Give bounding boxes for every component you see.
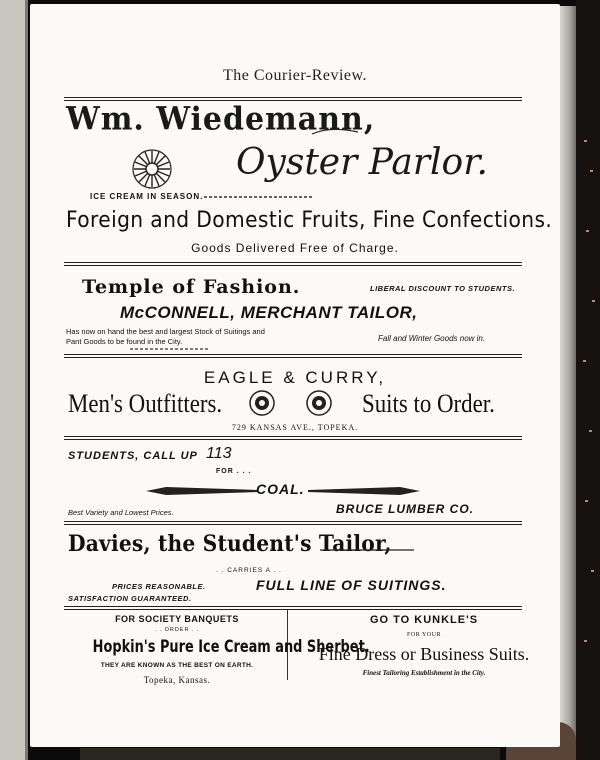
kunkle-heading: GO TO KUNKLE'S: [369, 614, 479, 626]
rosette-icon: [130, 147, 174, 191]
fruits-headline: Foreign and Domestic Fruits, Fine Confections.: [66, 208, 553, 233]
fine-dress-headline: Fine Dress or Business Suits.: [318, 644, 530, 664]
section-rule: [64, 354, 522, 355]
society-banquets-text: FOR SOCIETY BANQUETS: [115, 614, 239, 624]
flourish-icon: [310, 122, 360, 142]
section-rule: [64, 606, 522, 607]
rosette-icon: [248, 389, 276, 417]
oyster-parlor-heading: Oyster Parlor.: [236, 142, 488, 183]
facing-page-shadow: [25, 0, 28, 760]
flourish-icon: [320, 547, 416, 553]
for-text: FOR . . .: [216, 468, 252, 475]
hopkin-headline: Hopkin's Pure Ice Cream and Sherbet.: [92, 637, 370, 657]
phone-number: 113: [206, 445, 232, 462]
running-head: The Courier-Review.: [222, 67, 368, 84]
tapered-rule: [146, 487, 258, 495]
section-rule: [64, 436, 522, 437]
finest-tailoring-note: Finest Tailoring Establishment in the City.: [362, 669, 486, 677]
full-line-headline: FULL LINE OF SUITINGS.: [256, 577, 447, 593]
carries-text: . . CARRIES A . .: [216, 567, 282, 574]
season-note: Fall and Winter Goods now in.: [378, 334, 486, 343]
temple-of-fashion-title: Temple of Fashion.: [82, 276, 301, 298]
ice-cream-note: ICE CREAM IN SEASON.: [90, 192, 204, 201]
hopkin-location: Topeka, Kansas.: [143, 675, 211, 685]
eagle-curry-name: EAGLE & CURRY,: [203, 368, 387, 387]
davies-name: Davies, the Student's Tailor,: [68, 531, 392, 557]
order-text: . . ORDER . .: [154, 627, 200, 633]
page-stack-edge: [560, 6, 576, 748]
delivery-note: Goods Delivered Free of Charge.: [191, 241, 399, 255]
known-best-text: THEY ARE KNOWN AS THE BEST ON EARTH.: [100, 662, 254, 669]
eagle-curry-address: 729 KANSAS AVE., TOPEKA.: [231, 423, 359, 432]
outfitters-text: Men's Outfitters.: [68, 389, 223, 418]
book-binding: [576, 0, 600, 760]
students-call-text: STUDENTS, CALL UP: [68, 450, 198, 462]
suits-to-order-text: Suits to Order.: [362, 389, 495, 418]
top-rule: [64, 97, 522, 98]
section-rule: [64, 521, 522, 522]
stock-description: Has now on hand the best and largest Stock of Suitings and Pant Goods to be found in the City.: [66, 327, 265, 346]
bruce-lumber-name: BRUCE LUMBER CO.: [336, 502, 474, 516]
for-your-text: FOR YOUR: [407, 632, 441, 638]
prices-note: PRICES REASONABLE.: [112, 582, 206, 591]
magazine-page: [30, 4, 560, 747]
rosette-icon: [305, 389, 333, 417]
tapered-rule: [308, 487, 420, 495]
dotted-leader: [204, 193, 314, 201]
facing-page-edge: [0, 0, 28, 760]
section-rule: [64, 262, 522, 263]
wiedemann-name: Wm. Wiedemann,: [66, 101, 376, 138]
variety-note: Best Variety and Lowest Prices.: [68, 508, 174, 517]
coal-text: COAL.: [256, 481, 305, 497]
satisfaction-note: SATISFACTION GUARANTEED.: [68, 594, 192, 603]
student-discount-note: LIBERAL DISCOUNT TO STUDENTS.: [370, 284, 516, 293]
page-bottom-shadow: [80, 748, 500, 760]
dotted-leader: [130, 346, 210, 352]
mcconnell-name: McCONNELL, MERCHANT TAILOR,: [120, 303, 418, 322]
